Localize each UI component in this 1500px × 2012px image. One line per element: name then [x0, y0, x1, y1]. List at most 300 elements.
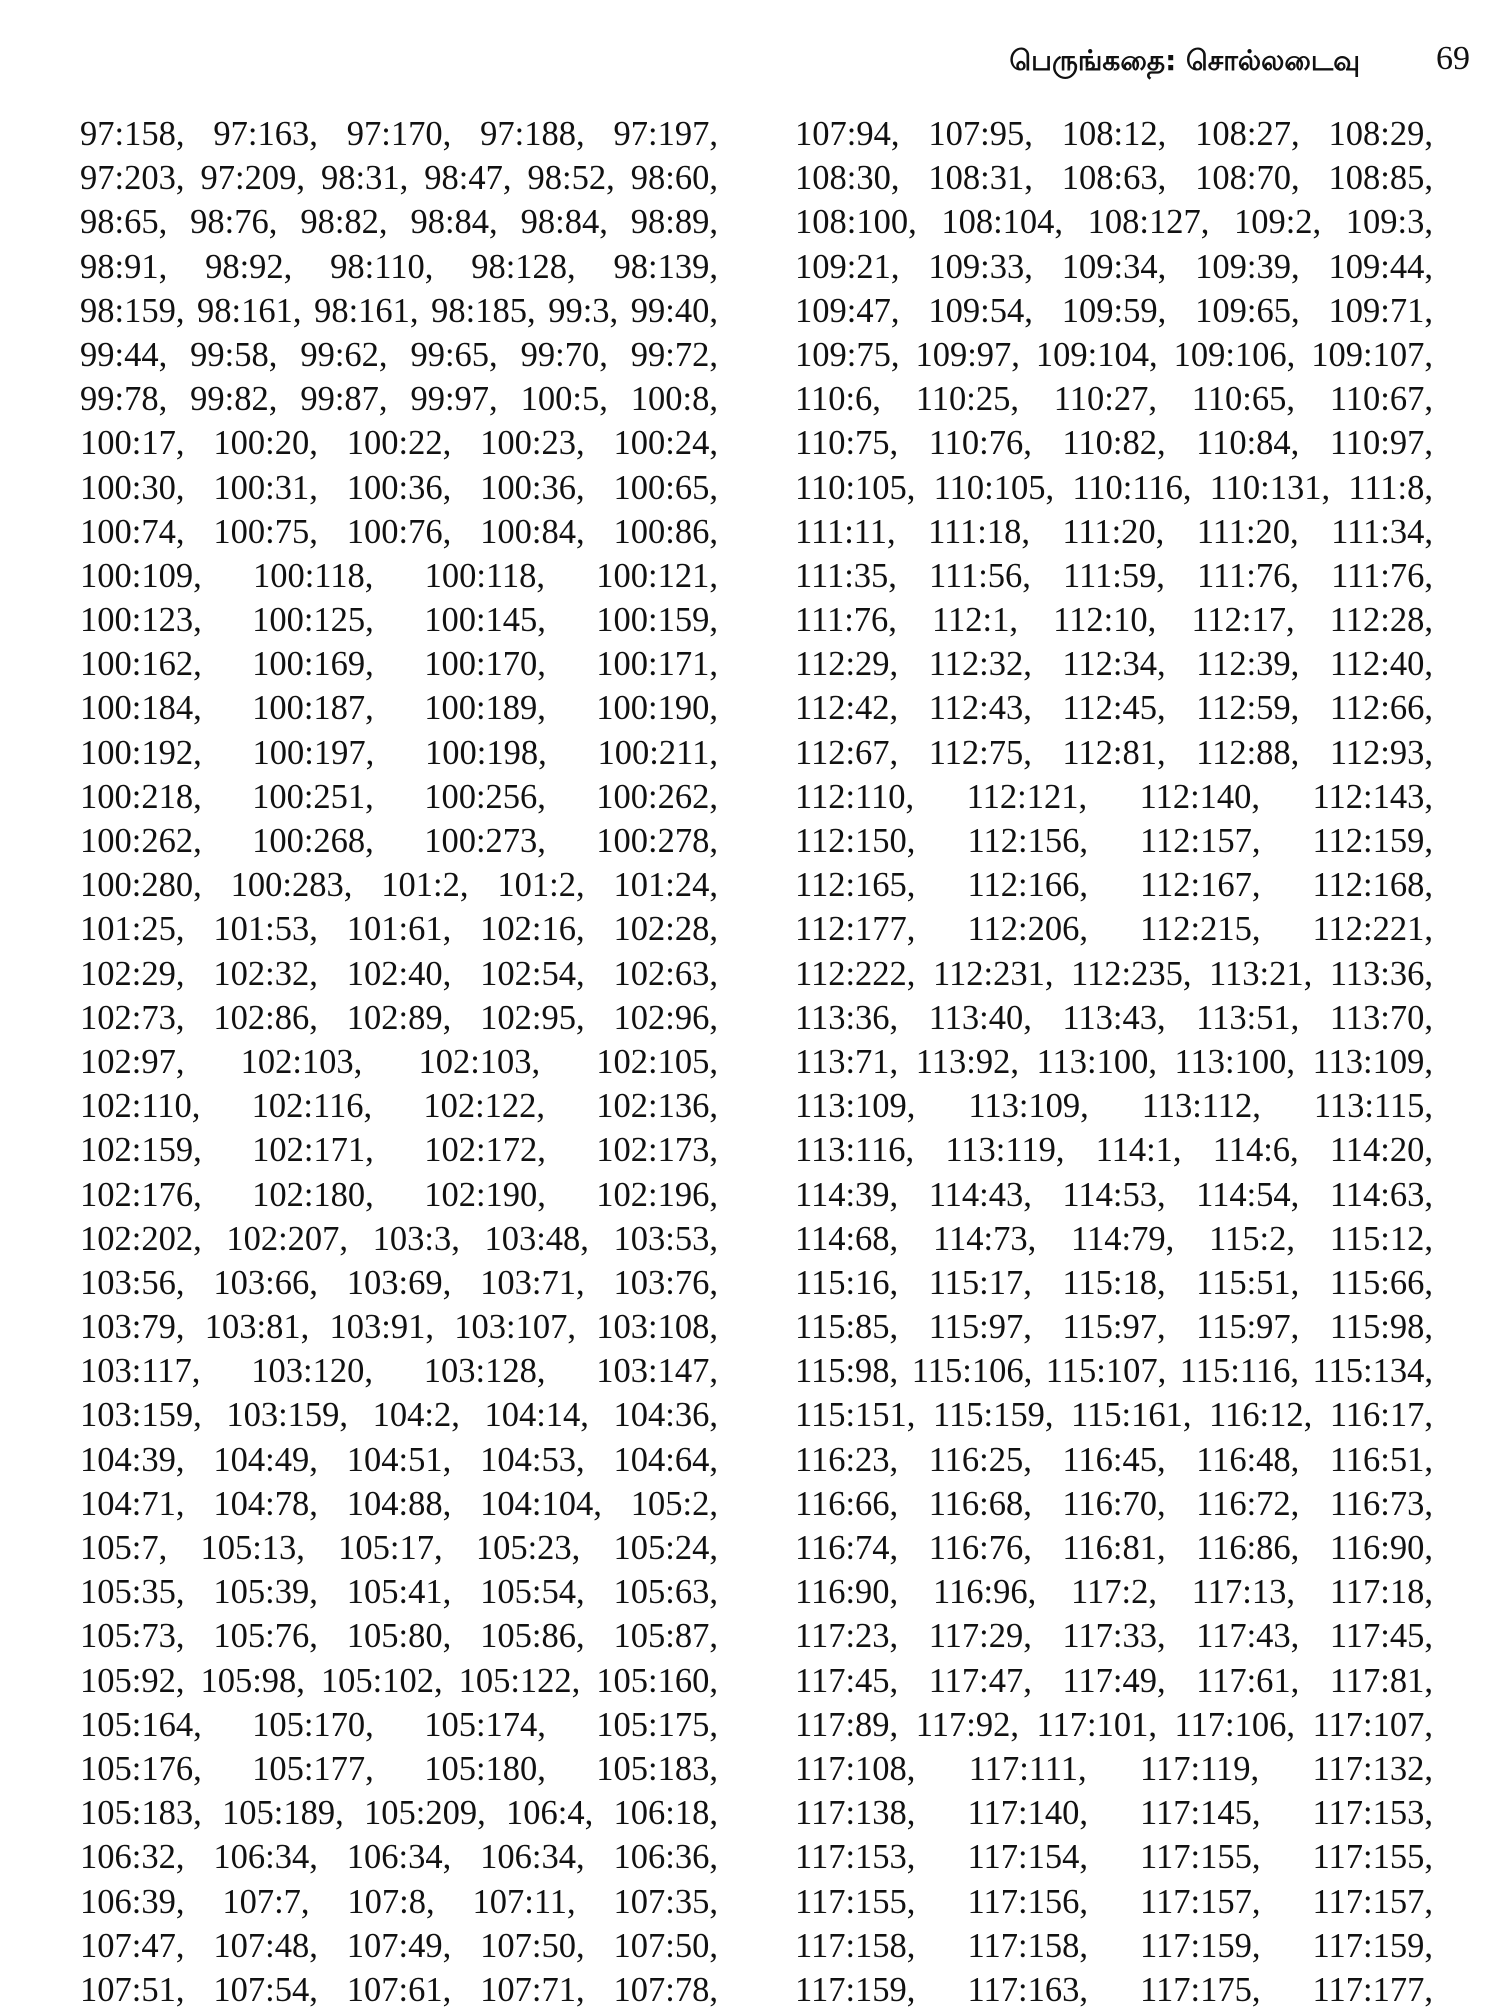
- index-entry: 108:30,: [795, 159, 900, 198]
- index-entry: 115:159,: [933, 1396, 1054, 1435]
- index-column-left: [80, 112, 718, 2012]
- index-entry: 100:262,: [80, 822, 202, 860]
- index-entry: 113:112,: [1141, 1087, 1261, 1126]
- index-entry: 116:68,: [928, 1484, 1032, 1523]
- index-entry: 117:23,: [795, 1617, 899, 1656]
- index-entry: 103:159,: [226, 1396, 349, 1435]
- index-entry: 100:190,: [596, 689, 718, 728]
- index-entry: 109:107,: [1311, 335, 1433, 374]
- index-entry: 112:59,: [1196, 689, 1300, 728]
- index-entry: 100:218,: [80, 777, 202, 816]
- index-line: [80, 200, 718, 244]
- index-entry: 111:59,: [1063, 556, 1165, 595]
- index-entry: 109:65,: [1195, 291, 1300, 330]
- index-entry: 102:196,: [596, 1175, 718, 1214]
- index-entry: 108:127,: [1087, 203, 1210, 242]
- index-entry: 109:47,: [795, 291, 900, 330]
- index-entry: 116:86,: [1196, 1529, 1300, 1567]
- index-entry: 117:47,: [928, 1661, 1032, 1700]
- index-entry: 106:36,: [613, 1838, 718, 1877]
- index-entry: 105:39,: [213, 1573, 318, 1612]
- index-entry: 100:251,: [252, 777, 374, 816]
- index-entry: 117:43,: [1196, 1617, 1300, 1656]
- index-entry: 117:155,: [1312, 1838, 1433, 1877]
- index-entry: 117:159,: [1312, 1926, 1433, 1965]
- index-entry: 105:160,: [596, 1661, 718, 1700]
- index-entry: 104:78,: [213, 1484, 318, 1523]
- index-entry: 100:280,: [80, 866, 202, 905]
- index-entry: 115:97,: [1062, 1308, 1166, 1347]
- index-line: [795, 1703, 1433, 1747]
- index-line: [795, 819, 1433, 863]
- index-entry: 113:92,: [915, 1042, 1019, 1081]
- index-entry: 102:96,: [613, 998, 718, 1037]
- index-entry: 107:61,: [346, 1970, 452, 2009]
- index-line: [795, 642, 1433, 686]
- index-entry: 114:20,: [1329, 1131, 1433, 1170]
- index-entry: 111:76,: [1331, 556, 1433, 595]
- index-entry: 114:79,: [1071, 1219, 1175, 1258]
- index-entry: 111:18,: [928, 512, 1030, 551]
- index-entry: 112:159,: [1312, 822, 1433, 860]
- index-entry: 112:28,: [1329, 601, 1433, 640]
- index-entry: 110:116,: [1072, 468, 1192, 507]
- index-entry: 112:67,: [795, 733, 899, 772]
- index-entry: 100:197,: [252, 733, 375, 772]
- index-entry: 108:100,: [795, 203, 917, 242]
- index-line: [795, 1880, 1433, 1924]
- index-entry: 99:3,: [548, 291, 619, 330]
- index-entry: 107:7,: [222, 1882, 310, 1921]
- index-entry: 105:170,: [252, 1705, 374, 1744]
- index-entry: 109:33,: [928, 247, 1033, 286]
- index-entry: 100:121,: [596, 556, 718, 595]
- index-entry: 109:59,: [1061, 291, 1167, 330]
- index-column-right: [795, 112, 1433, 2012]
- index-line: [80, 421, 718, 465]
- index-entry: 110:65,: [1191, 380, 1295, 419]
- index-line: [795, 1614, 1433, 1658]
- index-entry: 116:66,: [795, 1484, 899, 1523]
- index-entry: 100:118,: [424, 556, 546, 595]
- index-entry: 97:203,: [80, 159, 185, 198]
- index-entry: 108:29,: [1328, 115, 1433, 153]
- index-entry: 114:39,: [795, 1175, 899, 1214]
- index-entry: 115:18,: [1062, 1263, 1166, 1302]
- index-line: [80, 642, 718, 686]
- index-line: [80, 1217, 718, 1261]
- index-entry: 104:49,: [213, 1440, 318, 1479]
- index-entry: 112:177,: [795, 910, 916, 949]
- index-line: [795, 1084, 1433, 1128]
- index-entry: 116:45,: [1062, 1440, 1166, 1479]
- index-entry: 102:63,: [613, 954, 718, 993]
- index-entry: 115:51,: [1196, 1263, 1300, 1302]
- index-line: [80, 510, 718, 554]
- index-entry: 112:66,: [1329, 689, 1433, 728]
- index-entry: 116:96,: [933, 1573, 1037, 1612]
- index-entry: 109:39,: [1195, 247, 1300, 286]
- index-line: [80, 1924, 718, 1968]
- index-line: [80, 686, 718, 730]
- index-entry: 117:163,: [967, 1970, 1088, 2009]
- index-entry: 102:103,: [418, 1042, 541, 1081]
- index-line: [80, 333, 718, 377]
- index-entry: 115:16,: [795, 1263, 899, 1302]
- index-entry: 112:88,: [1196, 733, 1300, 772]
- index-entry: 99:78,: [80, 380, 168, 419]
- index-line: [795, 1393, 1433, 1437]
- index-entry: 110:25,: [915, 380, 1019, 419]
- index-entry: 113:36,: [795, 998, 899, 1037]
- index-entry: 105:87,: [613, 1617, 718, 1656]
- index-entry: 110:131,: [1209, 468, 1331, 507]
- index-entry: 112:10,: [1053, 601, 1157, 640]
- index-entry: 114:73,: [933, 1219, 1037, 1258]
- index-entry: 105:41,: [346, 1573, 452, 1612]
- index-entry: 106:18,: [613, 1794, 718, 1833]
- index-entry: 98:31,: [321, 159, 409, 198]
- index-entry: 98:92,: [205, 247, 293, 286]
- index-entry: 107:51,: [80, 1970, 185, 2009]
- index-entry: 103:159,: [80, 1396, 202, 1435]
- index-entry: 105:23,: [475, 1529, 581, 1567]
- index-line: [795, 1349, 1433, 1393]
- index-entry: 116:17,: [1329, 1396, 1433, 1435]
- index-entry: 117:49,: [1062, 1661, 1166, 1700]
- index-line: [795, 1791, 1433, 1835]
- index-entry: 103:3,: [372, 1219, 460, 1258]
- index-entry: 100:76,: [346, 512, 452, 551]
- index-entry: 98:76,: [190, 203, 278, 242]
- index-entry: 102:29,: [80, 954, 185, 993]
- index-line: [795, 1924, 1433, 1968]
- index-line: [795, 1305, 1433, 1349]
- index-entry: 117:107,: [1312, 1705, 1433, 1744]
- index-entry: 99:62,: [300, 335, 388, 374]
- index-entry: 110:67,: [1329, 380, 1433, 419]
- index-line: [80, 1968, 718, 2012]
- index-entry: 105:35,: [80, 1573, 185, 1612]
- index-line: [80, 554, 718, 598]
- index-entry: 117:108,: [795, 1749, 916, 1788]
- index-entry: 116:72,: [1196, 1484, 1300, 1523]
- index-entry: 109:104,: [1035, 335, 1158, 374]
- index-entry: 105:80,: [346, 1617, 452, 1656]
- index-entry: 101:2,: [497, 866, 585, 905]
- index-entry: 117:153,: [1312, 1794, 1433, 1833]
- index-entry: 105:2,: [630, 1484, 718, 1523]
- index-line: [80, 952, 718, 996]
- index-entry: 113:100,: [1174, 1042, 1295, 1081]
- index-entry: 102:110,: [80, 1087, 201, 1126]
- index-entry: 100:145,: [424, 601, 546, 640]
- index-line: [80, 156, 718, 200]
- index-entry: 102:190,: [424, 1175, 546, 1214]
- index-entry: 100:187,: [252, 689, 374, 728]
- index-line: [80, 1084, 718, 1128]
- index-entry: 102:16,: [480, 910, 585, 949]
- index-entry: 117:145,: [1140, 1794, 1261, 1833]
- index-entry: 116:25,: [928, 1440, 1032, 1479]
- index-entry: 100:20,: [213, 424, 318, 463]
- index-entry: 104:71,: [80, 1484, 185, 1523]
- index-entry: 114:54,: [1196, 1175, 1300, 1214]
- index-entry: 113:109,: [968, 1087, 1089, 1126]
- index-entry: 100:256,: [424, 777, 546, 816]
- index-line: [795, 863, 1433, 907]
- index-entry: 117:81,: [1329, 1661, 1433, 1700]
- index-entry: 111:20,: [1062, 512, 1165, 551]
- index-entry: 112:110,: [795, 777, 915, 816]
- index-entry: 104:88,: [346, 1484, 452, 1523]
- index-entry: 116:70,: [1062, 1484, 1166, 1523]
- index-entry: 115:106,: [911, 1352, 1033, 1391]
- index-entry: 100:36,: [480, 468, 585, 507]
- index-entry: 109:106,: [1173, 335, 1296, 374]
- index-entry: 117:92,: [915, 1705, 1019, 1744]
- index-entry: 110:97,: [1329, 424, 1433, 463]
- index-line: [795, 686, 1433, 730]
- index-entry: 103:79,: [80, 1308, 185, 1347]
- index-line: [795, 731, 1433, 775]
- index-entry: 105:174,: [424, 1705, 546, 1744]
- index-entry: 107:47,: [80, 1926, 185, 1965]
- index-entry: 108:31,: [928, 159, 1033, 198]
- index-entry: 105:13,: [200, 1529, 305, 1567]
- index-entry: 103:128,: [423, 1352, 546, 1391]
- index-entry: 103:56,: [80, 1263, 185, 1302]
- index-entry: 98:91,: [80, 247, 168, 286]
- index-entry: 105:176,: [80, 1749, 202, 1788]
- index-entry: 112:121,: [966, 777, 1088, 816]
- index-entry: 105:92,: [80, 1661, 185, 1700]
- index-entry: 112:29,: [795, 645, 899, 684]
- index-entry: 99:58,: [190, 335, 278, 374]
- index-line: [80, 1835, 718, 1879]
- index-entry: 99:65,: [410, 335, 498, 374]
- index-entry: 114:43,: [928, 1175, 1032, 1214]
- index-entry: 98:185,: [431, 291, 536, 330]
- index-line: [80, 1570, 718, 1614]
- index-line: [795, 1261, 1433, 1305]
- index-line: [795, 200, 1433, 244]
- index-line: [795, 1128, 1433, 1172]
- index-entry: 103:117,: [80, 1352, 201, 1391]
- index-line: [80, 1261, 718, 1305]
- index-line: [795, 377, 1433, 421]
- index-entry: 114:68,: [795, 1219, 899, 1258]
- index-entry: 110:84,: [1196, 424, 1300, 463]
- index-entry: 106:34,: [213, 1838, 318, 1877]
- index-entry: 97:170,: [346, 115, 452, 153]
- index-entry: 97:188,: [480, 115, 585, 153]
- index-entry: 114:63,: [1329, 1175, 1433, 1214]
- index-entry: 98:84,: [410, 203, 498, 242]
- index-entry: 112:43,: [928, 689, 1032, 728]
- index-entry: 116:51,: [1329, 1440, 1433, 1479]
- index-entry: 112:150,: [795, 822, 916, 860]
- index-entry: 101:61,: [346, 910, 452, 949]
- index-entry: 107:48,: [213, 1926, 318, 1965]
- index-entry: 111:20,: [1196, 512, 1299, 551]
- index-entry: 100:278,: [596, 822, 718, 860]
- index-entry: 100:283,: [230, 866, 353, 905]
- index-entry: 115:17,: [928, 1263, 1032, 1302]
- index-entry: 106:34,: [480, 1838, 585, 1877]
- index-entry: 105:177,: [252, 1749, 374, 1788]
- index-entry: 100:123,: [80, 601, 202, 640]
- index-entry: 115:134,: [1312, 1352, 1433, 1391]
- index-entry: 107:11,: [472, 1882, 576, 1921]
- index-entry: 107:50,: [613, 1926, 718, 1965]
- index-entry: 102:173,: [596, 1131, 718, 1170]
- index-entry: 98:82,: [300, 203, 388, 242]
- index-entry: 105:189,: [222, 1794, 344, 1833]
- index-entry: 117:154,: [967, 1838, 1088, 1877]
- index-entry: 104:36,: [613, 1396, 718, 1435]
- index-entry: 117:157,: [1312, 1882, 1433, 1921]
- index-entry: 112:215,: [1140, 910, 1261, 949]
- index-entry: 115:116,: [1179, 1352, 1299, 1391]
- index-entry: 102:97,: [80, 1042, 185, 1081]
- index-entry: 117:29,: [928, 1617, 1032, 1656]
- index-entry: 113:70,: [1329, 998, 1433, 1037]
- index-entry: 113:116,: [795, 1131, 915, 1170]
- index-line: [80, 598, 718, 642]
- index-entry: 111:76,: [1197, 556, 1299, 595]
- index-entry: 115:98,: [1329, 1308, 1433, 1347]
- index-entry: 102:95,: [480, 998, 585, 1037]
- index-entry: 117:45,: [795, 1661, 899, 1700]
- index-entry: 109:21,: [795, 247, 900, 286]
- index-entry: 112:221,: [1312, 910, 1433, 949]
- index-entry: 107:50,: [480, 1926, 585, 1965]
- index-entry: 116:81,: [1062, 1529, 1166, 1567]
- page-number: 69: [1436, 40, 1470, 77]
- index-entry: 105:98,: [200, 1661, 305, 1700]
- index-entry: 113:109,: [1312, 1042, 1433, 1081]
- index-entry: 100:84,: [480, 512, 585, 551]
- index-entry: 98:139,: [613, 247, 718, 286]
- index-entry: 117:155,: [795, 1882, 916, 1921]
- index-entry: 100:198,: [425, 733, 547, 772]
- index-entry: 115:107,: [1045, 1352, 1167, 1391]
- index-entry: 100:171,: [596, 645, 718, 684]
- index-entry: 100:273,: [424, 822, 546, 860]
- index-entry: 104:2,: [372, 1396, 460, 1435]
- index-entry: 105:180,: [424, 1749, 546, 1788]
- index-entry: 104:51,: [346, 1440, 452, 1479]
- index-entry: 116:76,: [928, 1529, 1032, 1567]
- index-entry: 100:118,: [252, 556, 374, 595]
- index-entry: 106:4,: [506, 1794, 594, 1833]
- index-entry: 117:158,: [795, 1926, 916, 1965]
- index-entry: 112:39,: [1196, 645, 1300, 684]
- index-entry: 116:90,: [1329, 1529, 1433, 1567]
- index-entry: 99:82,: [190, 380, 278, 419]
- index-entry: 111:76,: [795, 601, 897, 640]
- index-entry: 117:106,: [1174, 1705, 1295, 1744]
- index-entry: 101:25,: [80, 910, 185, 949]
- index-entry: 112:93,: [1329, 733, 1433, 772]
- index-entry: 106:32,: [80, 1838, 185, 1877]
- index-line: [795, 907, 1433, 951]
- index-entry: 100:17,: [80, 424, 185, 463]
- index-entry: 112:140,: [1139, 777, 1261, 816]
- index-entry: 117:61,: [1196, 1661, 1300, 1700]
- index-entry: 108:70,: [1195, 159, 1300, 198]
- index-entry: 103:76,: [613, 1263, 718, 1302]
- index-entry: 105:209,: [364, 1794, 486, 1833]
- index-entry: 103:69,: [346, 1263, 452, 1302]
- index-line: [795, 1835, 1433, 1879]
- index-entry: 112:165,: [795, 866, 916, 905]
- index-entry: 98:47,: [424, 159, 512, 198]
- index-entry: 112:32,: [928, 645, 1032, 684]
- index-entry: 99:87,: [300, 380, 388, 419]
- index-entry: 102:40,: [346, 954, 452, 993]
- index-entry: 102:159,: [80, 1131, 202, 1170]
- index-entry: 108:104,: [941, 203, 1064, 242]
- index-entry: 113:40,: [928, 998, 1032, 1037]
- index-entry: 117:138,: [795, 1794, 916, 1833]
- index-entry: 100:24,: [613, 424, 718, 463]
- index-entry: 105:24,: [613, 1529, 718, 1567]
- index-entry: 117:155,: [1140, 1838, 1261, 1877]
- index-entry: 100:22,: [346, 424, 452, 463]
- index-entry: 112:75,: [928, 733, 1032, 772]
- index-entry: 102:73,: [80, 998, 185, 1037]
- index-entry: 115:97,: [1196, 1308, 1300, 1347]
- index-entry: 112:206,: [967, 910, 1088, 949]
- index-entry: 110:27,: [1053, 380, 1157, 419]
- index-entry: 103:71,: [480, 1263, 585, 1302]
- index-entry: 105:102,: [320, 1661, 443, 1700]
- index-entry: 103:91,: [329, 1308, 434, 1347]
- index-entry: 114:53,: [1062, 1175, 1166, 1214]
- index-entry: 109:3,: [1345, 203, 1433, 242]
- index-entry: 102:122,: [423, 1087, 546, 1126]
- index-entry: 102:116,: [251, 1087, 373, 1126]
- index-line: [795, 598, 1433, 642]
- index-entry: 115:151,: [795, 1396, 916, 1435]
- index-entry: 108:63,: [1061, 159, 1167, 198]
- index-entry: 97:163,: [213, 115, 318, 153]
- index-entry: 112:17,: [1191, 601, 1295, 640]
- index-entry: 115:85,: [795, 1308, 899, 1347]
- index-line: [795, 510, 1433, 554]
- index-entry: 102:54,: [480, 954, 585, 993]
- running-title: பெருங்கதை: சொல்லடைவு: [1009, 44, 1360, 77]
- index-entry: 115:161,: [1071, 1396, 1192, 1435]
- index-entry: 107:78,: [613, 1970, 718, 2009]
- index-entry: 100:8,: [630, 380, 718, 419]
- index-line: [795, 289, 1433, 333]
- index-entry: 116:90,: [795, 1573, 899, 1612]
- index-entry: 111:56,: [929, 556, 1031, 595]
- index-entry: 107:35,: [613, 1882, 718, 1921]
- index-entry: 99:97,: [410, 380, 498, 419]
- index-line: [80, 731, 718, 775]
- index-entry: 113:115,: [1313, 1087, 1433, 1126]
- index-entry: 113:100,: [1036, 1042, 1157, 1081]
- index-line: [795, 1217, 1433, 1261]
- index-entry: 102:171,: [252, 1131, 374, 1170]
- index-entry: 102:172,: [424, 1131, 546, 1170]
- index-line: [80, 1349, 718, 1393]
- index-entry: 109:54,: [928, 291, 1033, 330]
